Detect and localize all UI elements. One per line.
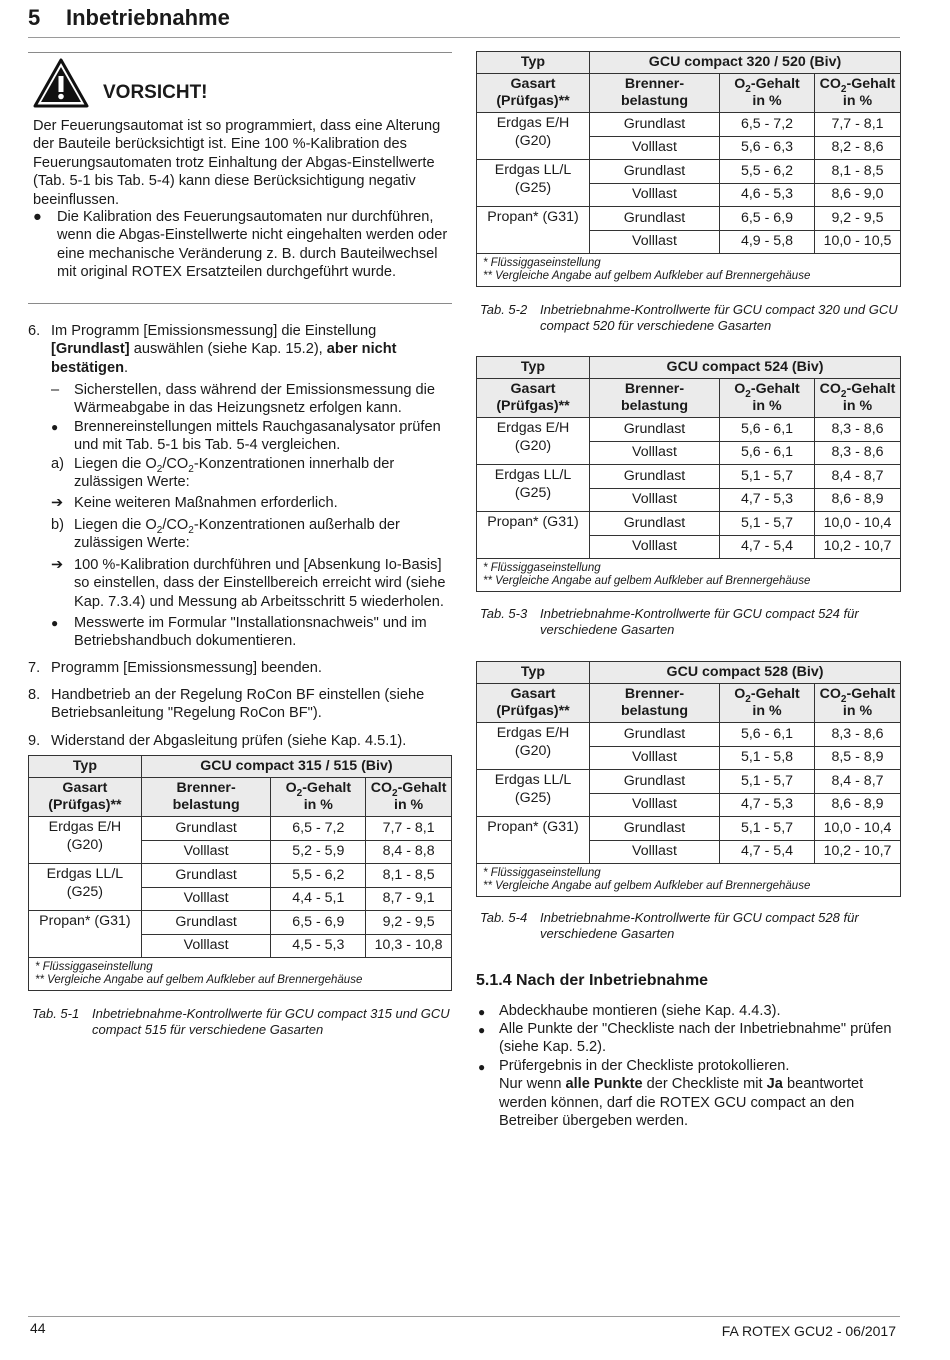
co2-cell: 8,5 - 8,9 — [815, 746, 901, 770]
load-cell: Volllast — [141, 934, 271, 958]
bullet-icon: ● — [51, 420, 59, 434]
table-caption-text: Inbetriebnahme-Kontrollwerte für GCU compact 528 für verschiedene Gasarten — [540, 910, 859, 941]
o2-cell: 4,6 - 5,3 — [720, 183, 815, 207]
table-subheader-row — [477, 684, 901, 723]
data-table-3 — [476, 356, 901, 592]
typ-header: Typ — [29, 756, 142, 778]
step-8-text: Handbetrieb an der Regelung RoCon BF einstellen (siehe Betriebsanleitung "Regelung RoCon BF"). — [51, 687, 425, 722]
gas-type-cell: Erdgas E/H (G20) — [29, 817, 142, 864]
co2-cell: 8,6 - 8,9 — [815, 488, 901, 512]
table-header-row — [29, 756, 452, 778]
table-subheader-row — [477, 74, 901, 113]
section-bullet-1: Abdeckhaube montieren (siehe Kap. 4.4.3). — [499, 1003, 781, 1019]
table-caption-number: Tab. 5-3 — [480, 606, 528, 621]
o2-cell: 5,5 - 6,2 — [271, 864, 366, 888]
o2-cell: 5,1 - 5,7 — [720, 465, 815, 489]
o2-header: $O_2$-Gehalt in % — [720, 684, 815, 723]
load-cell: Grundlast — [590, 465, 720, 489]
arrow-right-icon: ➔ — [51, 557, 64, 573]
table-row — [477, 113, 901, 137]
load-cell: Grundlast — [590, 418, 720, 442]
o2-cell: 5,5 - 6,2 — [720, 160, 815, 184]
table-note-1: * Flüssiggaseinstellung — [483, 867, 601, 879]
section-note-part: der Checkliste mit — [642, 1076, 767, 1093]
gas-type-cell: Propan* (G31) — [477, 817, 590, 864]
step-9-number: 9. — [28, 733, 41, 749]
load-cell: Volllast — [590, 746, 720, 770]
load-cell: Volllast — [590, 230, 720, 254]
header-rule — [28, 37, 900, 38]
gas-type-cell: Propan* (G31) — [477, 207, 590, 254]
brenner-header: Brenner-belastung — [590, 74, 720, 113]
co2-cell: 8,3 - 8,6 — [815, 418, 901, 442]
chapter-title: Inbetriebnahme — [66, 5, 230, 30]
section-note-part: beantwortet werden können, darf die ROTEX GCU compact an den Betreiber übergeben werden. — [499, 1076, 864, 1130]
section-note-part: Nur wenn — [499, 1076, 566, 1093]
o2-cell: 4,7 - 5,3 — [720, 793, 815, 817]
o2-header: $O_2$-Gehalt in % — [271, 778, 366, 817]
table-header-row — [477, 357, 901, 379]
gasart-header: Gasart (Prüfgas)** — [477, 379, 590, 418]
co2-cell: 8,4 - 8,8 — [366, 840, 452, 864]
co2-header: $CO_2$-Gehalt in % — [815, 379, 901, 418]
step-6-part: auswählen (siehe Kap. 15.2), — [129, 341, 327, 358]
table-notes-row — [29, 958, 452, 991]
data-table-4 — [476, 661, 901, 897]
co2-cell: 8,6 - 9,0 — [815, 183, 901, 207]
step-6-warning: aber nicht bestätigen — [51, 341, 397, 376]
co2-cell: 9,2 - 9,5 — [815, 207, 901, 231]
gas-type-cell: Erdgas E/H (G20) — [477, 418, 590, 465]
table-caption-number: Tab. 5-2 — [480, 302, 528, 317]
step-6-part: . — [123, 359, 129, 376]
section-bullet-3-text: Prüfergebnis in der Checkliste protokollieren. — [499, 1058, 790, 1074]
co2-cell: 10,3 - 10,8 — [366, 934, 452, 958]
table-subheader-row — [29, 778, 452, 817]
o2-cell: 5,1 - 5,7 — [720, 770, 815, 794]
data-table-2 — [476, 51, 901, 287]
co2-cell: 8,1 - 8,5 — [815, 160, 901, 184]
option-a-label: a) — [51, 456, 64, 472]
table-row — [477, 418, 901, 442]
table-row — [29, 817, 452, 841]
data-table-1 — [28, 755, 452, 991]
table-row — [477, 512, 901, 536]
load-cell: Grundlast — [590, 770, 720, 794]
load-cell: Grundlast — [590, 817, 720, 841]
caution-title: VORSICHT! — [103, 82, 208, 103]
option-a-result: Keine weiteren Maßnahmen erforderlich. — [74, 495, 338, 511]
model-header: GCU compact 320 / 520 (Biv) — [590, 52, 901, 74]
o2-header: $O_2$-Gehalt in % — [720, 379, 815, 418]
document-id: FA ROTEX GCU2 - 06/2017 — [721, 1323, 896, 1339]
table-row — [477, 465, 901, 489]
table-row — [29, 911, 452, 935]
table-note-1: * Flüssiggaseinstellung — [35, 961, 153, 973]
co2-cell: 7,7 - 8,1 — [366, 817, 452, 841]
table-note-2: ** Vergleiche Angabe auf gelbem Aufkleber auf Brennergehäuse — [35, 974, 363, 986]
brenner-header: Brenner-belastung — [590, 684, 720, 723]
load-cell: Volllast — [590, 441, 720, 465]
bullet-icon: ● — [478, 1060, 486, 1074]
load-cell: Volllast — [590, 136, 720, 160]
arrow-right-icon: ➔ — [51, 495, 64, 511]
gas-type-cell: Erdgas LL/L (G25) — [29, 864, 142, 911]
section-bullet-2: Alle Punkte der "Checkliste nach der Inbetriebnahme" prüfen (siehe Kap. 5.2). — [499, 1021, 892, 1056]
step-7-number: 7. — [28, 660, 41, 676]
co2-header: $CO_2$-Gehalt in % — [815, 74, 901, 113]
o2-cell: 4,9 - 5,8 — [720, 230, 815, 254]
typ-header: Typ — [477, 52, 590, 74]
load-cell: Grundlast — [590, 723, 720, 747]
section-heading: 5.1.4 Nach der Inbetriebnahme — [476, 972, 709, 989]
brenner-header: Brenner-belastung — [141, 778, 271, 817]
table-caption — [480, 910, 905, 942]
model-header: GCU compact 524 (Biv) — [590, 357, 901, 379]
table-header-row — [477, 52, 901, 74]
table-caption-text: Inbetriebnahme-Kontrollwerte für GCU compact 315 und GCU compact 515 für verschiedene Gasarten — [92, 1006, 450, 1037]
option-b-result: 100 %-Kalibration durchführen und [Absenkung Io-Basis] so einstellen, dass der Einstellbereich erreicht wird (siehe Kap. 7.3.4) und Messung ab Arbeitsschritt 5 wiederholen. — [74, 557, 446, 610]
co2-cell: 8,2 - 8,6 — [815, 136, 901, 160]
o2-cell: 4,7 - 5,3 — [720, 488, 815, 512]
table-note-1: * Flüssiggaseinstellung — [483, 257, 601, 269]
o2-cell: 6,5 - 6,9 — [720, 207, 815, 231]
step-6-dash-text: Sicherstellen, dass während der Emissionsmessung die Wärmeabgabe in das Heizungsnetz erfolgen kann. — [74, 382, 435, 417]
co2-header: $CO_2$-Gehalt in % — [815, 684, 901, 723]
warning-triangle-icon — [33, 58, 89, 108]
gas-type-cell: Erdgas LL/L (G25) — [477, 465, 590, 512]
chapter-number: 5 — [28, 5, 41, 30]
section-note-emph: alle Punkte — [565, 1076, 643, 1093]
table-row — [477, 160, 901, 184]
model-header: GCU compact 315 / 515 (Biv) — [141, 756, 451, 778]
table-note-2: ** Vergleiche Angabe auf gelbem Aufkleber auf Brennergehäuse — [483, 270, 811, 282]
load-cell: Volllast — [590, 793, 720, 817]
o2-cell: 4,4 - 5,1 — [271, 887, 366, 911]
table-notes-row — [477, 864, 901, 897]
co2-cell: 8,3 - 8,6 — [815, 441, 901, 465]
o2-cell: 6,5 - 6,9 — [271, 911, 366, 935]
section-bullet-3 — [499, 1057, 904, 1131]
o2-cell: 4,7 - 5,4 — [720, 840, 815, 864]
o2-cell: 6,5 - 7,2 — [720, 113, 815, 137]
load-cell: Volllast — [590, 535, 720, 559]
load-cell: Grundlast — [141, 817, 271, 841]
o2-cell: 5,1 - 5,8 — [720, 746, 815, 770]
option-b-label: b) — [51, 517, 64, 533]
brenner-header: Brenner-belastung — [590, 379, 720, 418]
gas-type-cell: Propan* (G31) — [29, 911, 142, 958]
bullet-icon: ● — [478, 1023, 486, 1037]
load-cell: Volllast — [590, 488, 720, 512]
load-cell: Grundlast — [590, 207, 720, 231]
table-note-2: ** Vergleiche Angabe auf gelbem Aufkleber auf Brennergehäuse — [483, 575, 811, 587]
step-6-bullet-1: Brennereinstellungen mittels Rauchgasanalysator prüfen und mit Tab. 5-1 bis Tab. 5-4 vergleichen. — [74, 419, 441, 454]
co2-cell: 10,0 - 10,5 — [815, 230, 901, 254]
table-caption — [32, 1006, 456, 1038]
section-note-emph: Ja — [766, 1076, 783, 1093]
o2-cell: 4,7 - 5,4 — [720, 535, 815, 559]
option-b-text: Liegen die $O_2/CO_2$-Konzentrationen außerhalb der zulässigen Werte: — [74, 517, 400, 552]
table-caption — [480, 302, 905, 334]
load-cell: Volllast — [590, 840, 720, 864]
co2-cell: 8,1 - 8,5 — [366, 864, 452, 888]
table-caption-text: Inbetriebnahme-Kontrollwerte für GCU compact 524 für verschiedene Gasarten — [540, 606, 859, 637]
gas-type-cell: Erdgas E/H (G20) — [477, 723, 590, 770]
o2-cell: 5,6 - 6,1 — [720, 441, 815, 465]
bullet-icon: ● — [33, 209, 42, 225]
bullet-icon: ● — [51, 616, 59, 630]
step-6-bullet-2: Messwerte im Formular "Installationsnachweis" und im Betriebshandbuch dokumentieren. — [74, 615, 427, 650]
load-cell: Grundlast — [590, 113, 720, 137]
load-cell: Volllast — [141, 887, 271, 911]
gasart-header: Gasart (Prüfgas)** — [477, 684, 590, 723]
page-number: 44 — [30, 1320, 46, 1336]
caution-bullet-text: Die Kalibration des Feuerungsautomaten nur durchführen, wenn die Abgas-Einstellwerte nicht eingehalten werden oder eine mechanische Veränderung z. B. durch Bauteilwechsel mit original ROTEX Ersatzteilen durchgeführt wurde. — [57, 209, 448, 281]
co2-cell: 8,6 - 8,9 — [815, 793, 901, 817]
co2-cell: 10,2 - 10,7 — [815, 535, 901, 559]
table-row — [477, 770, 901, 794]
caution-text: Der Feuerungsautomat ist so programmiert, dass eine Alterung der Bauteile berücksichtigt ist. Eine 100 %-Kalibration des Feuerungsautomaten trotz Einhaltung der Abgas-Einstellwerte (Tab. 5-1 bis Tab. 5-4) kann diese Berücksichtigung negativ beeinflussen. — [33, 118, 441, 208]
dash-icon: – — [51, 382, 60, 398]
o2-cell: 5,6 - 6,1 — [720, 723, 815, 747]
o2-header: $O_2$-Gehalt in % — [720, 74, 815, 113]
co2-cell: 8,4 - 8,7 — [815, 465, 901, 489]
table-row — [477, 723, 901, 747]
table-caption — [480, 606, 905, 638]
load-cell: Grundlast — [141, 864, 271, 888]
load-cell: Grundlast — [590, 512, 720, 536]
co2-cell: 10,2 - 10,7 — [815, 840, 901, 864]
gasart-header: Gasart (Prüfgas)** — [477, 74, 590, 113]
table-note-1: * Flüssiggaseinstellung — [483, 562, 601, 574]
step-6-setting: [Grundlast] — [51, 341, 130, 358]
gas-type-cell: Erdgas LL/L (G25) — [477, 160, 590, 207]
step-6-part: Im Programm [Emissionsmessung] die Einstellung — [51, 323, 377, 339]
o2-cell: 5,6 - 6,1 — [720, 418, 815, 442]
table-caption-text: Inbetriebnahme-Kontrollwerte für GCU compact 320 und GCU compact 520 für verschiedene Gasarten — [540, 302, 898, 333]
table-notes-row — [477, 559, 901, 592]
gas-type-cell: Propan* (G31) — [477, 512, 590, 559]
gasart-header: Gasart (Prüfgas)** — [29, 778, 142, 817]
co2-cell: 8,3 - 8,6 — [815, 723, 901, 747]
co2-cell: 8,4 - 8,7 — [815, 770, 901, 794]
option-a-text: Liegen die $O_2/CO_2$-Konzentrationen innerhalb der zulässigen Werte: — [74, 456, 395, 491]
step-7-text: Programm [Emissionsmessung] beenden. — [51, 660, 322, 676]
table-notes — [29, 958, 452, 991]
o2-cell: 5,2 - 5,9 — [271, 840, 366, 864]
table-caption-number: Tab. 5-4 — [480, 910, 528, 925]
gas-type-cell: Erdgas E/H (G20) — [477, 113, 590, 160]
o2-cell: 5,1 - 5,7 — [720, 512, 815, 536]
typ-header: Typ — [477, 662, 590, 684]
load-cell: Volllast — [590, 183, 720, 207]
o2-cell: 5,6 - 6,3 — [720, 136, 815, 160]
co2-cell: 8,7 - 9,1 — [366, 887, 452, 911]
table-row — [477, 817, 901, 841]
co2-cell: 10,0 - 10,4 — [815, 512, 901, 536]
load-cell: Grundlast — [590, 160, 720, 184]
co2-cell: 10,0 - 10,4 — [815, 817, 901, 841]
table-note-2: ** Vergleiche Angabe auf gelbem Aufkleber auf Brennergehäuse — [483, 880, 811, 892]
table-header-row — [477, 662, 901, 684]
step-6-text — [51, 322, 451, 377]
model-header: GCU compact 528 (Biv) — [590, 662, 901, 684]
load-cell: Volllast — [141, 840, 271, 864]
o2-cell: 6,5 - 7,2 — [271, 817, 366, 841]
caution-bullet — [33, 208, 450, 282]
footer-rule — [28, 1316, 900, 1317]
table-notes — [477, 559, 901, 592]
table-notes — [477, 864, 901, 897]
bullet-icon: ● — [478, 1005, 486, 1019]
step-9-text: Widerstand der Abgasleitung prüfen (siehe Kap. 4.5.1). — [51, 733, 407, 749]
step-8-number: 8. — [28, 687, 41, 703]
co2-cell: 9,2 - 9,5 — [366, 911, 452, 935]
gas-type-cell: Erdgas LL/L (G25) — [477, 770, 590, 817]
table-row — [477, 207, 901, 231]
typ-header: Typ — [477, 357, 590, 379]
table-caption-number: Tab. 5-1 — [32, 1006, 80, 1021]
table-row — [29, 864, 452, 888]
co2-header: $CO_2$-Gehalt in % — [366, 778, 452, 817]
o2-cell: 5,1 - 5,7 — [720, 817, 815, 841]
table-subheader-row — [477, 379, 901, 418]
co2-cell: 7,7 - 8,1 — [815, 113, 901, 137]
step-6-number: 6. — [28, 323, 41, 339]
table-notes — [477, 254, 901, 287]
table-notes-row — [477, 254, 901, 287]
o2-cell: 4,5 - 5,3 — [271, 934, 366, 958]
load-cell: Grundlast — [141, 911, 271, 935]
